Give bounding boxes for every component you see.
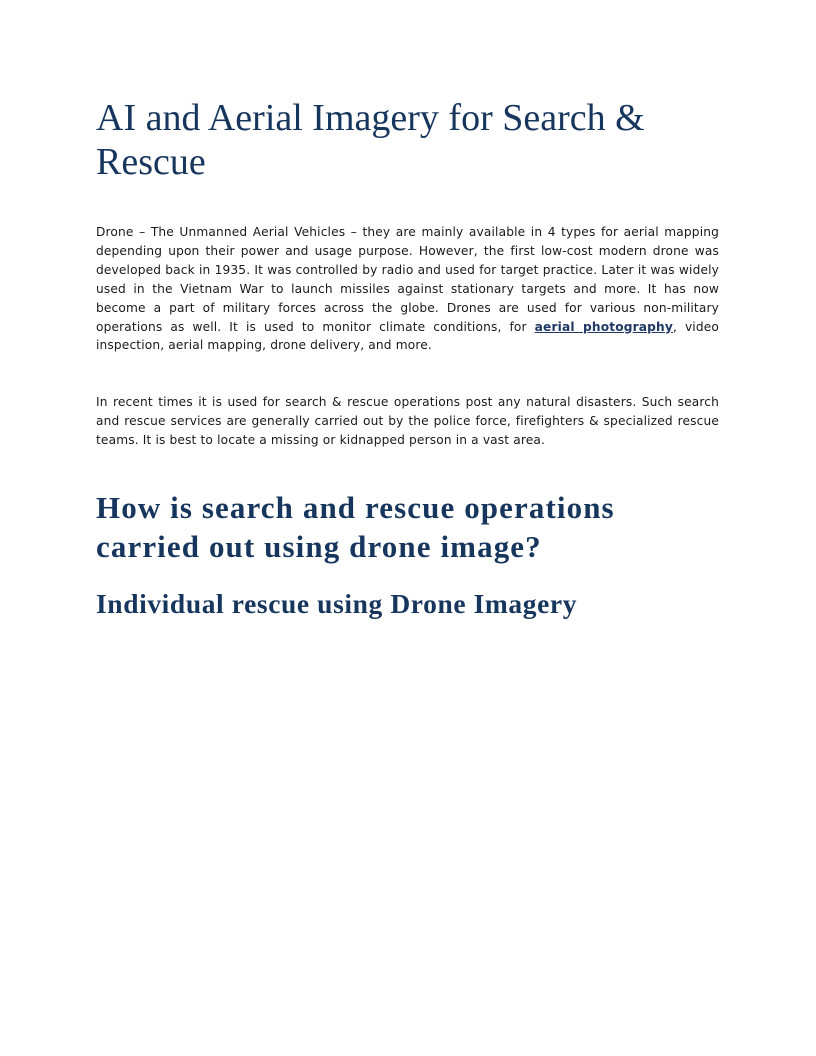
- intro-text-before-link: Drone – The Unmanned Aerial Vehicles – they are mainly available in 4 types for aerial mapping depending upon their power and usage purpose. However, the first low-cost modern drone was developed back in 1935. It was controlled by radio and used for target practice. Later it was widely used in the Vietnam War to launch missiles against stationary targets and more. It has now become a part of military forces across the globe. Drones are used for various non-military operations as well. It is used to monitor climate conditions, for: [96, 225, 719, 334]
- search-rescue-paragraph: In recent times it is used for search & rescue operations post any natural disasters. Such search and rescue services are generally carried out by the police force, firefighters & specialized rescue teams. It is best to locate a missing or kidnapped person in a vast area.: [96, 395, 719, 447]
- page-title: AI and Aerial Imagery for Search & Rescue: [96, 97, 645, 183]
- intro-paragraph: [96, 223, 719, 355]
- subsection-heading: Individual rescue using Drone Imagery: [96, 588, 578, 619]
- section-heading: How is search and rescue operations carried out using drone image?: [96, 490, 615, 564]
- aerial-photography-link[interactable]: aerial photography: [534, 319, 673, 334]
- intro-text-after-link: , video inspection, aerial mapping, drone delivery, and more.: [96, 319, 719, 353]
